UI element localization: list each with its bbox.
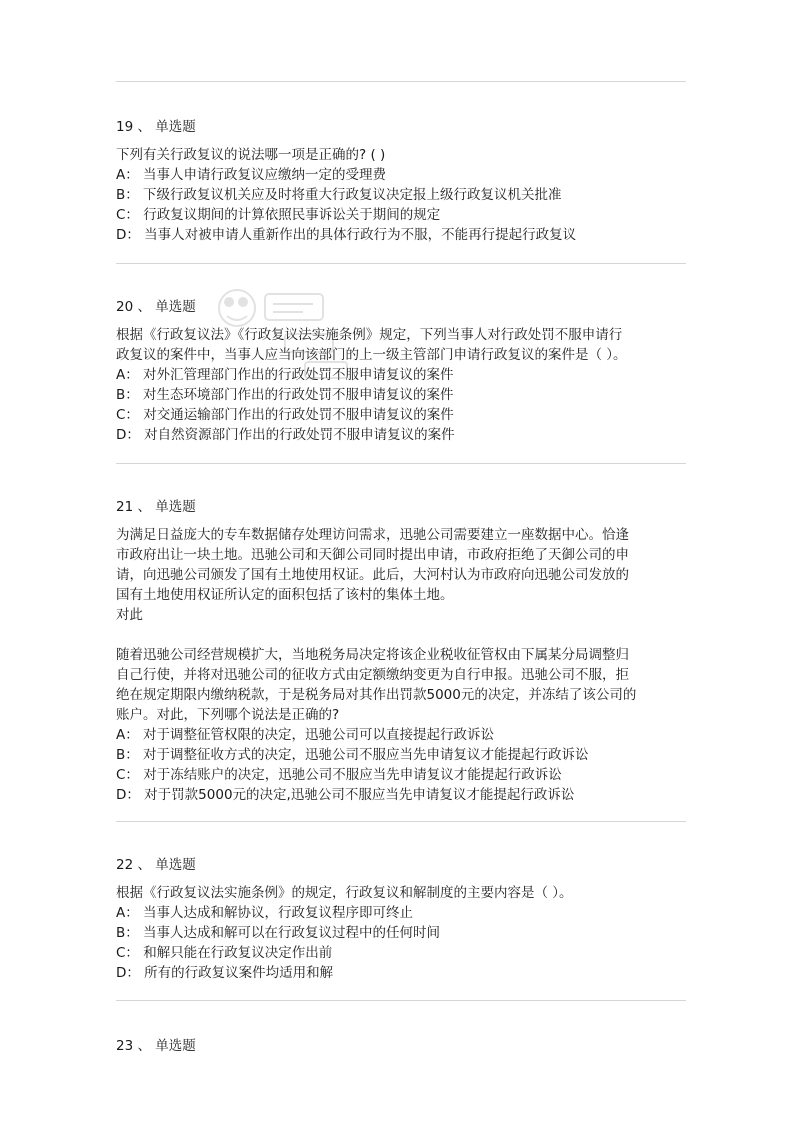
question-header: 22 、 单选题: [116, 857, 196, 873]
option-a[interactable]: A： 当事人申请行政复议应缴纳一定的受理费: [116, 167, 387, 183]
option-c[interactable]: C： 行政复议期间的计算依照民事诉讼关于期间的规定: [116, 207, 441, 223]
question-stem-line: 根据《行政复议法》《行政复议法实施条例》规定，下列当事人对行政处罚不服申请行: [116, 327, 623, 343]
question-stem: 根据《行政复议法实施条例》的规定，行政复议和解制度的主要内容是（ ）。: [116, 885, 573, 901]
question-stem-line: 为满足日益庞大的专车数据储存处理访问需求，迅驰公司需要建立一座数据中心。恰逢: [116, 527, 629, 543]
option-d[interactable]: D： 对于罚款5000元的决定,迅驰公司不服应当先申请复议才能提起行政诉讼: [116, 787, 575, 803]
option-d[interactable]: D： 当事人对被申请人重新作出的具体行政行为不服，不能再行提起行政复议: [116, 227, 577, 243]
option-d[interactable]: D： 所有的行政复议案件均适用和解: [116, 965, 334, 981]
question-21: [116, 497, 688, 805]
question-stem-line: 市政府出让一块土地。迅驰公司和天御公司同时提出申请，市政府拒绝了天御公司的申: [116, 547, 629, 563]
question-header: 21 、 单选题: [116, 499, 196, 515]
divider-20-21: [116, 463, 686, 464]
question-stem: 下列有关行政复议的说法哪一项是正确的? ( ): [116, 147, 386, 163]
question-stem-line: 对此: [116, 607, 143, 623]
option-b[interactable]: B： 对于调整征收方式的决定，迅驰公司不服应当先申请复议才能提起行政诉讼: [116, 747, 589, 763]
option-c[interactable]: C： 对交通运输部门作出的行政处罚不服申请复议的案件: [116, 407, 454, 423]
divider-top: [116, 81, 686, 82]
option-c[interactable]: C： 对于冻结账户的决定，迅驰公司不服应当先申请复议才能提起行政诉讼: [116, 767, 562, 783]
question-stem-line: 请，向迅驰公司颁发了国有土地使用权证。此后，大河村认为市政府向迅驰公司发放的: [116, 567, 629, 583]
question-stem-line: 账户。对此，下列哪个说法是正确的?: [116, 707, 340, 723]
option-b[interactable]: B： 对生态环境部门作出的行政处罚不服申请复议的案件: [116, 387, 454, 403]
question-stem-line: 随着迅驰公司经营规模扩大，当地税务局决定将该企业税收征管权由下属某分局调整归: [116, 647, 629, 663]
divider-22-23: [116, 1000, 686, 1001]
divider-19-20: [116, 263, 686, 264]
option-a[interactable]: A： 对外汇管理部门作出的行政处罚不服申请复议的案件: [116, 367, 454, 383]
paragraph-gap: [116, 625, 688, 645]
question-22: [116, 855, 688, 983]
option-a[interactable]: A： 当事人达成和解协议，行政复议程序即可终止: [116, 905, 414, 921]
option-d[interactable]: D： 对自然资源部门作出的行政处罚不服申请复议的案件: [116, 427, 455, 443]
question-stem-line: 绝在规定期限内缴纳税款，于是税务局对其作出罚款5000元的决定，并冻结了该公司的: [116, 687, 637, 703]
question-19: [116, 117, 688, 245]
question-stem-line: 政复议的案件中，当事人应当向该部门的上一级主管部门申请行政复议的案件是（ ）。: [116, 347, 627, 363]
question-header: 20 、 单选题: [116, 299, 196, 315]
question-header: 23 、 单选题: [116, 1038, 196, 1054]
option-a[interactable]: A： 对于调整征管权限的决定，迅驰公司可以直接提起行政诉讼: [116, 727, 495, 743]
question-20: [116, 297, 688, 445]
option-b[interactable]: B： 下级行政复议机关应及时将重大行政复议决定报上级行政复议机关批准: [116, 187, 562, 203]
option-b[interactable]: B： 当事人达成和解可以在行政复议过程中的任何时间: [116, 925, 441, 941]
question-23: [116, 1036, 688, 1064]
divider-21-22: [116, 821, 686, 822]
question-stem-line: 国有土地使用权证所认定的面积包括了该村的集体土地。: [116, 587, 454, 603]
question-header: 19 、 单选题: [116, 119, 196, 135]
question-stem-line: 自己行使，并将对迅驰公司的征收方式由定额缴纳变更为自行申报。迅驰公司不服，拒: [116, 667, 629, 683]
option-c[interactable]: C： 和解只能在行政复议决定作出前: [116, 945, 333, 961]
